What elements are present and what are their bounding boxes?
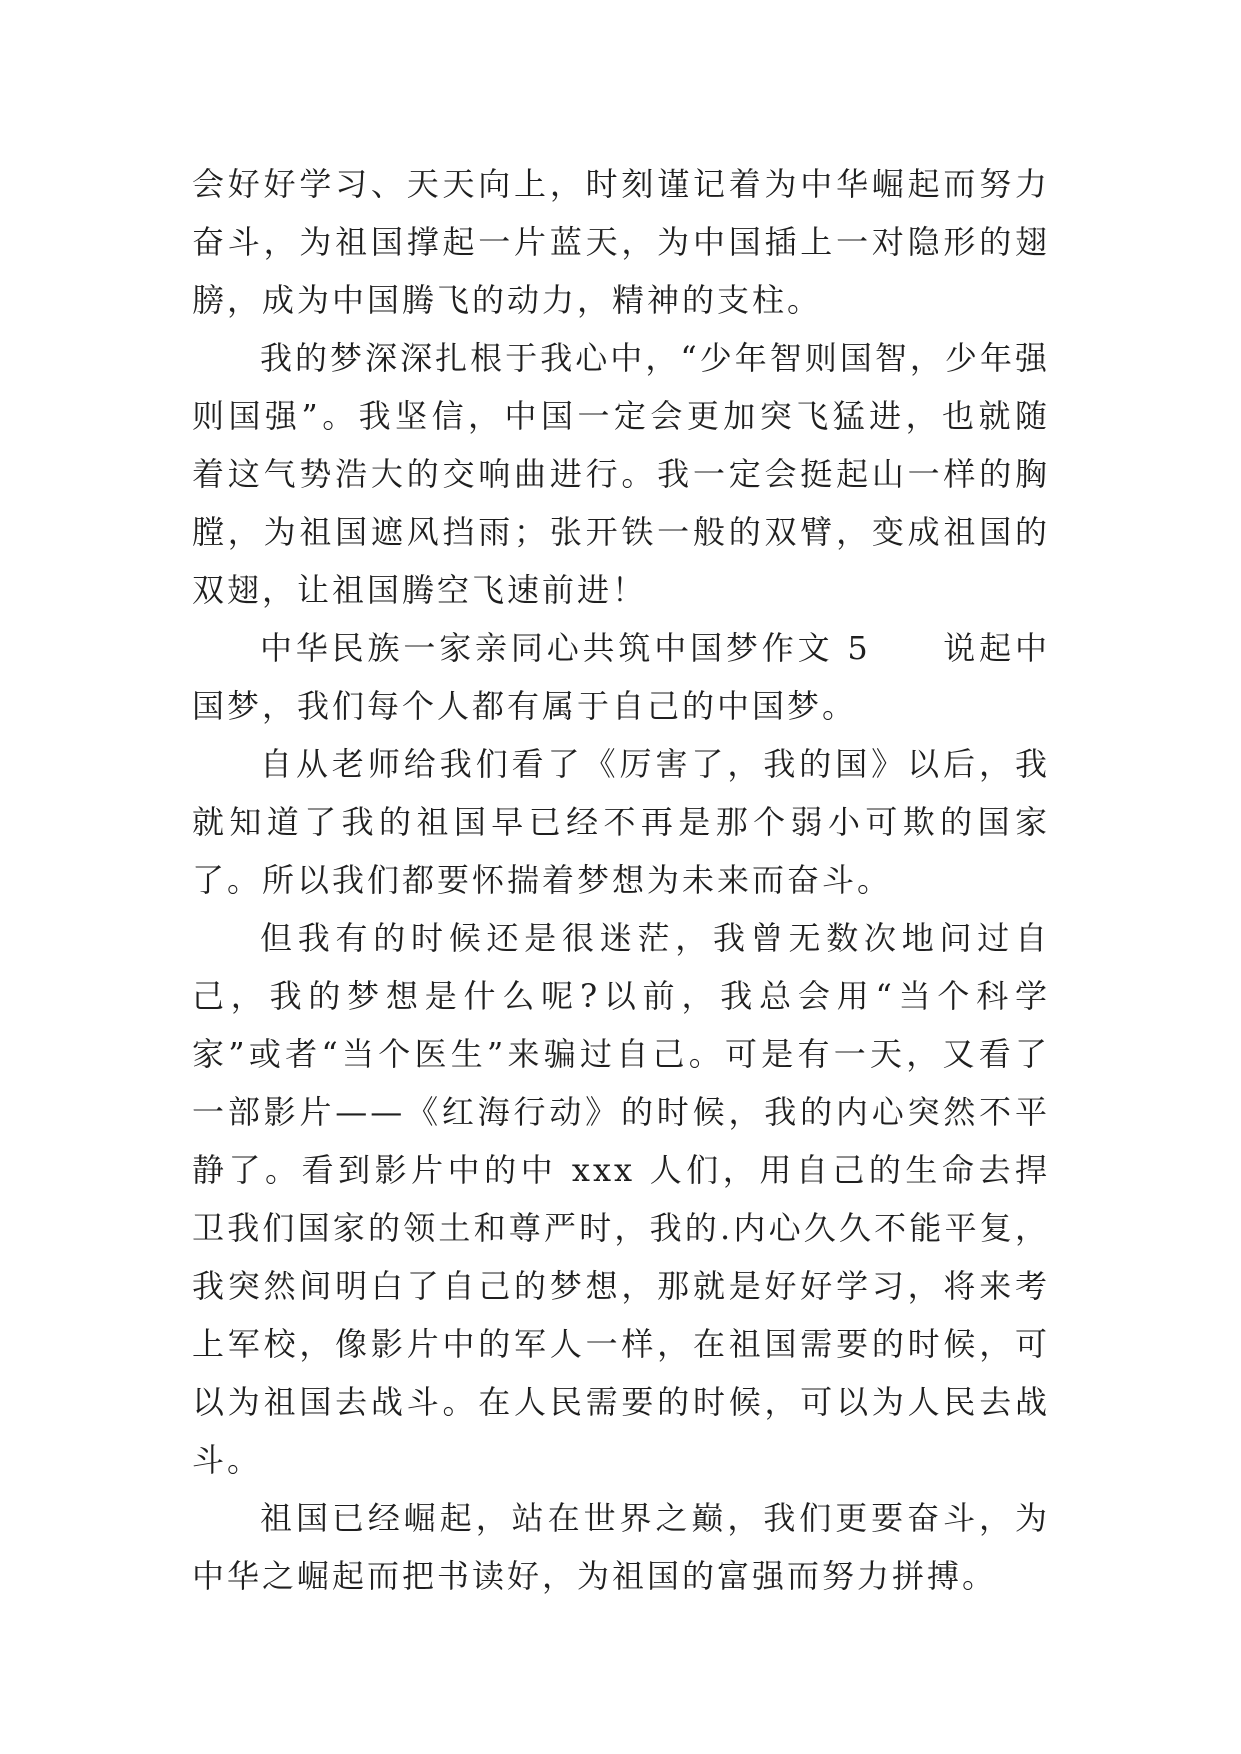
- paragraph-1: 会好好学习、天天向上，时刻谨记着为中华崛起而努力奋斗，为祖国撑起一片蓝天，为中国插上一对隐形的翅膀，成为中国腾飞的动力，精神的支柱。: [192, 165, 1050, 319]
- paragraph-5: 但我有的时候还是很迷茫，我曾无数次地问过自己，我的梦想是什么呢?以前，我总会用“当个科学家”或者“当个医生”来骗过自己。可是有一天，又看了一部影片——《红海行动》的时候，我的内心突然不平静了。看到影片中的中 xxx 人们，用自己的生命去捍卫我们国家的领土和尊严时，我的.内心久久不能平复，我突然间明白了自己的梦想，那就是好好学习，将来考上军校，像影片中的军人一样，在祖国需要的时候，可以为祖国去战斗。在人民需要的时候，可以为人民去战斗。: [192, 919, 1050, 1479]
- paragraph-4: 自从老师给我们看了《厉害了，我的国》以后，我就知道了我的祖国早已经不再是那个弱小可欺的国家了。所以我们都要怀揣着梦想为未来而奋斗。: [192, 745, 1050, 899]
- paragraph-2: 我的梦深深扎根于我心中，“少年智则国智，少年强则国强”。我坚信，中国一定会更加突飞猛进，也就随着这气势浩大的交响曲进行。我一定会挺起山一样的胸膛，为祖国遮风挡雨；张开铁一般的双臂，变成祖国的双翅，让祖国腾空飞速前进！: [192, 339, 1050, 609]
- paragraph-3: 中华民族一家亲同心共筑中国梦作文 5 说起中国梦，我们每个人都有属于自己的中国梦。: [192, 629, 1050, 725]
- paragraph-6: 祖国已经崛起，站在世界之巅，我们更要奋斗，为中华之崛起而把书读好，为祖国的富强而努力拼搏。: [192, 1499, 1050, 1595]
- document-body: [192, 155, 1050, 1605]
